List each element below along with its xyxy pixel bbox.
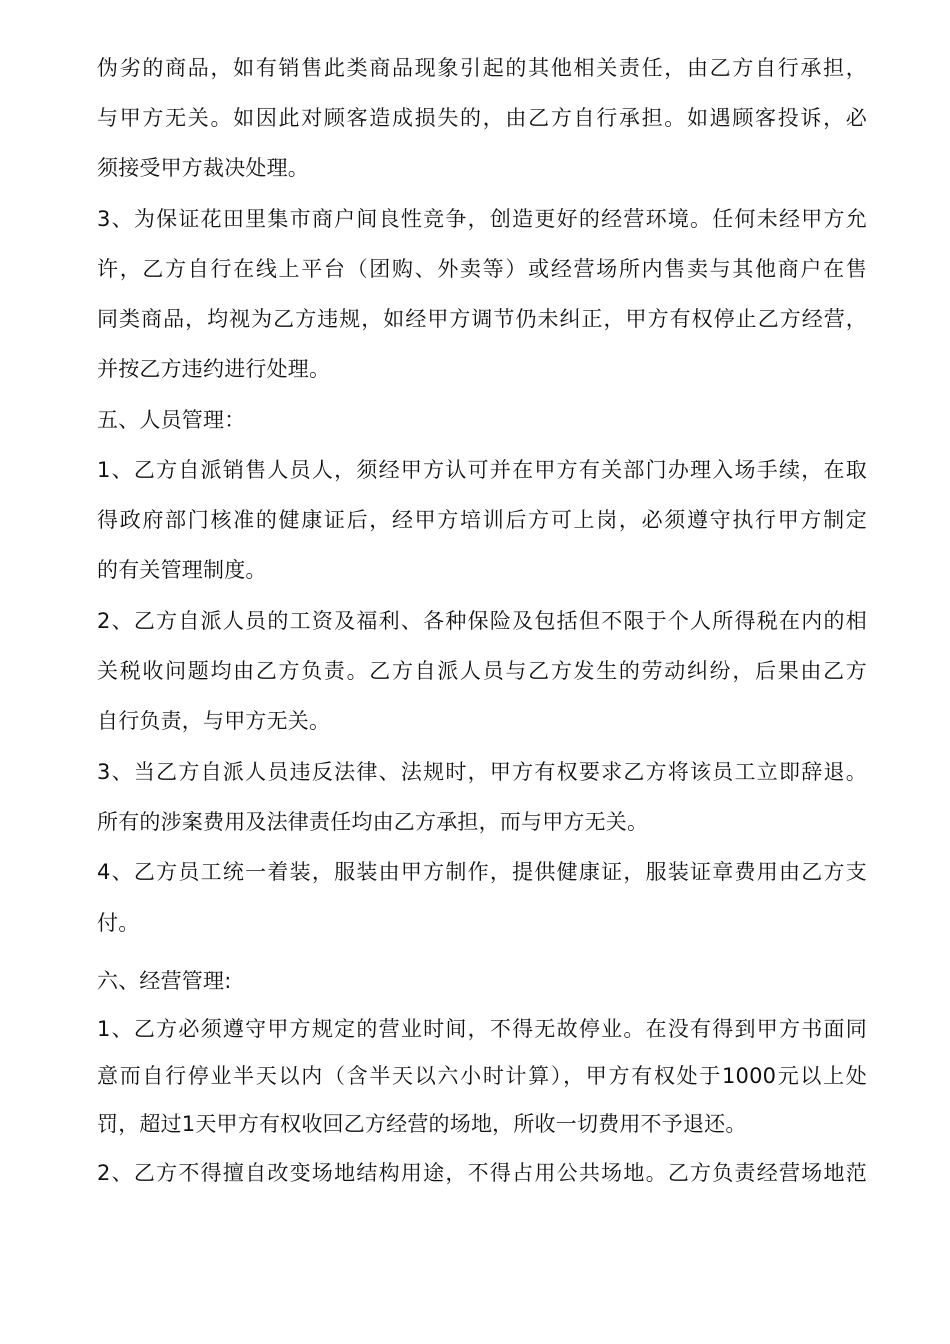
text-line: 1、乙方自派销售人员人，须经甲方认可并在甲方有关部门办理入场手续，在取 [97,458,867,482]
text-line: 3、为保证花田里集市商户间良性竞争，创造更好的经营环境。任何未经甲方允 [97,207,867,231]
section-heading: 五、人员管理： [97,408,246,432]
section-heading: 六、经营管理: [97,969,232,993]
text-line: 自行负责，与甲方无关。 [97,709,331,733]
text-line: 所有的涉案费用及法律责任均由乙方承担，而与甲方无关。 [97,810,649,834]
text-line: 意而自行停业半天以内（含半天以六小时计算），甲方有权处于1000元以上处 [97,1064,867,1088]
text-line: 罚，超过1天甲方有权收回乙方经营的场地，所收一切费用不予退还。 [97,1112,747,1136]
text-line: 并按乙方违约进行处理。 [97,357,331,381]
text-line: 须接受甲方裁决处理。 [97,156,309,180]
text-line: 2、乙方自派人员的工资及福利、各种保险及包括但不限于个人所得税在内的相 [97,609,867,633]
text-line: 的有关管理制度。 [97,558,267,582]
text-line: 1、乙方必须遵守甲方规定的营业时间，不得无故停业。在没有得到甲方书面同 [97,1017,867,1041]
text-line: 得政府部门核准的健康证后，经甲方培训后方可上岗，必须遵守执行甲方制定 [97,508,867,532]
text-line: 4、乙方员工统一着装，服装由甲方制作，提供健康证，服装证章费用由乙方支 [97,860,867,884]
text-line: 许，乙方自行在线上平台（团购、外卖等）或经营场所内售卖与其他商户在售 [97,257,867,281]
text-line: 同类商品，均视为乙方违规，如经甲方调节仍未纠正，甲方有权停止乙方经营， [97,307,867,331]
text-line: 关税收问题均由乙方负责。乙方自派人员与乙方发生的劳动纠纷，后果由乙方 [97,659,867,683]
text-line: 2、乙方不得擅自改变场地结构用途，不得占用公共场地。乙方负责经营场地范 [97,1161,867,1185]
text-line: 付。 [97,911,140,935]
text-line: 3、当乙方自派人员违反法律、法规时，甲方有权要求乙方将该员工立即辞退。 [97,760,867,784]
text-line: 与甲方无关。如因此对顾客造成损失的，由乙方自行承担。如遇顾客投诉，必 [97,106,867,130]
text-line: 伪劣的商品，如有销售此类商品现象引起的其他相关责任，由乙方自行承担， [97,56,867,80]
